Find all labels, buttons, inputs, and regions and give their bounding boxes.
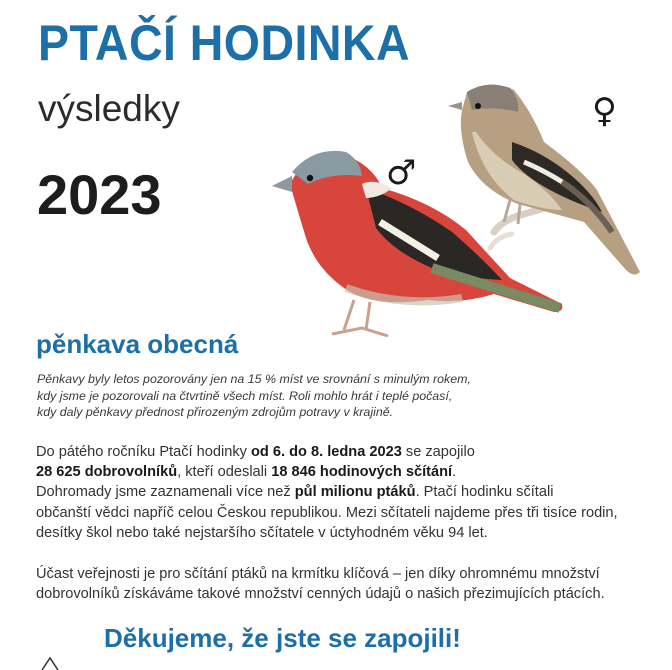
male-symbol: ♂	[386, 153, 417, 193]
species-name: pěnkava obecná	[36, 329, 239, 359]
page-title: PTAČÍ HODINKA	[38, 15, 411, 71]
species-note-line: kdy jsme je pozorovali na čtvrtině všech míst. Roli mohlo hrát i teplé počasí,	[37, 388, 453, 403]
counts-total: 18 846 hodinových sčítání	[271, 464, 453, 481]
participation-line: Účast veřejnosti je pro sčítání ptáků na krmítku klíčová – jen díky ohromnému množství	[36, 566, 600, 582]
thanks-heading: Děkujeme, že jste se zapojili!	[104, 623, 461, 653]
birds-total: půl milionu ptáků	[294, 484, 416, 501]
corner-decoration-icon	[40, 656, 64, 670]
participation-paragraph	[36, 564, 656, 604]
female-branch	[490, 206, 552, 248]
species-note-line: kdy daly pěnkavy přednost přirozeným zdrojům potravy v krajině.	[37, 405, 394, 419]
text: , kteří odeslali	[177, 464, 272, 481]
text: . Ptačí hodinku sčítali	[415, 484, 554, 501]
female-symbol: ♀	[592, 91, 617, 131]
summary-line: desítky škol nebo také nejstaršího sčítatele v úctyhodném věku 94 let.	[36, 524, 488, 541]
page-subtitle: výsledky	[38, 88, 180, 129]
summary-paragraph	[36, 442, 656, 543]
page-year: 2023	[37, 163, 162, 226]
volunteers-count: 28 625 dobrovolníků	[36, 464, 178, 481]
text: Do pátého ročníku Ptačí hodinky	[36, 444, 251, 460]
date-range: od 6. do 8. ledna 2023	[250, 444, 402, 460]
chaffinch-illustration	[262, 72, 662, 347]
species-note	[37, 371, 507, 421]
participation-line: dobrovolníků získáváme takové množství cenných údajů o našich přezimujících ptácích.	[36, 586, 605, 603]
text: Dohromady jsme zaznamenali více než	[36, 484, 295, 501]
text: se zapojilo	[401, 444, 475, 460]
text: .	[452, 464, 457, 481]
summary-line: občanští vědci napříč celou Českou republikou. Mezi sčítateli najdeme přes tři tisíce rodin,	[36, 504, 618, 521]
species-note-line: Pěnkavy byly letos pozorovány jen na 15 % míst ve srovnání s minulým rokem,	[37, 372, 471, 386]
